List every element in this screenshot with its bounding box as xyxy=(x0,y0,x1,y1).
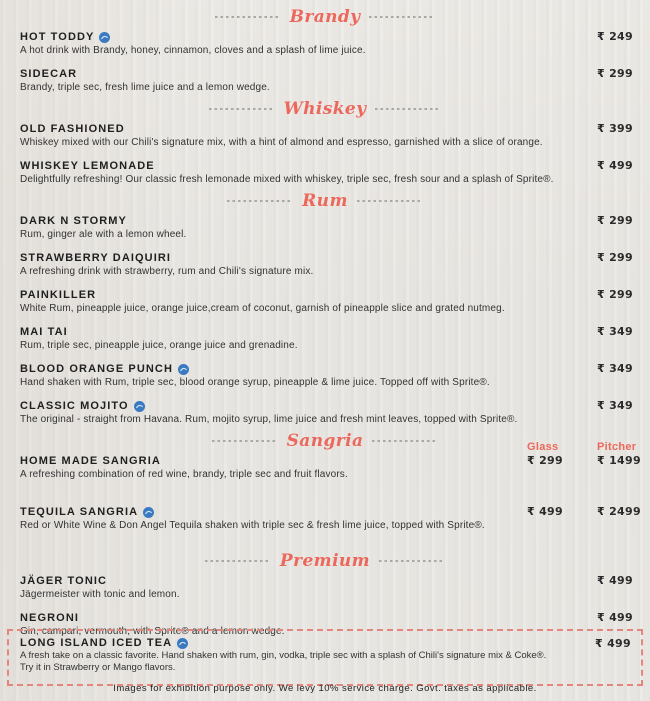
column-header-pitcher: Pitcher xyxy=(597,441,637,453)
item-description: Delightfully refreshing! Our classic fresh lemonade mixed with whiskey, triple sec, fresh sour and a splash of Sprite®. xyxy=(20,174,554,185)
featured-item-box xyxy=(7,629,643,686)
menu-item xyxy=(0,399,650,426)
section-title: Whiskey xyxy=(283,99,367,119)
item-price-pitcher: ₹ 2499 xyxy=(597,505,641,518)
item-description: Whiskey mixed with our Chili's signature mix, with a hint of almond and espresso, garnished with a slice of orange. xyxy=(20,137,543,148)
item-description: A fresh take on a classic favorite. Hand shaken with rum, gin, vodka, triple sec with a splash of Chili's signature mix & Coke®. xyxy=(20,650,547,661)
item-price: ₹ 299 xyxy=(597,288,633,301)
menu-item xyxy=(0,159,650,186)
item-name-row xyxy=(0,399,650,413)
item-name: MAI TAI xyxy=(20,326,68,338)
menu-item xyxy=(0,67,650,94)
menu-item xyxy=(0,30,650,57)
item-description: Brandy, triple sec, fresh lime juice and a lemon wedge. xyxy=(20,82,270,93)
section-header-brandy xyxy=(0,8,650,26)
item-name: DARK N STORMY xyxy=(20,215,127,227)
menu-item xyxy=(0,574,650,601)
header-dash-right xyxy=(357,200,423,202)
item-description: Try it in Strawberry or Mango flavors. xyxy=(20,662,176,673)
item-description: Rum, triple sec, pineapple juice, orange juice and grenadine. xyxy=(20,340,298,351)
item-description: Hand shaken with Rum, triple sec, blood orange syrup, pineapple & lime juice. Topped off with Sprite®. xyxy=(20,377,490,388)
column-header-glass: Glass xyxy=(527,441,559,453)
item-description: White Rum, pineapple juice, orange juice,cream of coconut, garnish of pineapple slice and grated nutmeg. xyxy=(20,303,505,314)
section-title: Sangria xyxy=(286,431,364,451)
header-dash-left xyxy=(215,16,281,18)
header-dash-right xyxy=(369,16,435,18)
item-description: Gin, campari, vermouth, with Sprite® and a lemon wedge. xyxy=(20,626,285,637)
footer-note: Images for exhibition purpose only. We levy 10% service charge. Govt. taxes as applicable. xyxy=(113,683,537,694)
menu-item xyxy=(0,325,650,352)
menu-item xyxy=(9,636,641,674)
item-name: STRAWBERRY DAIQUIRI xyxy=(20,252,172,264)
item-price: ₹ 499 xyxy=(595,637,631,650)
menu-item xyxy=(0,362,650,389)
item-description: A refreshing combination of red wine, brandy, triple sec and fruit flavors. xyxy=(20,469,348,480)
header-dash-right xyxy=(375,108,441,110)
section-header-rum xyxy=(0,192,650,210)
item-price: ₹ 349 xyxy=(597,362,633,375)
item-price-pitcher: ₹ 1499 xyxy=(597,454,641,467)
item-price: ₹ 349 xyxy=(597,399,633,412)
chilis-badge-icon xyxy=(134,401,145,412)
item-name: TEQUILA SANGRIA xyxy=(20,506,139,518)
header-dash-right xyxy=(379,560,445,562)
item-description: Rum, ginger ale with a lemon wheel. xyxy=(20,229,187,240)
item-name-row xyxy=(0,288,650,302)
item-description: Red or White Wine & Don Angel Tequila shaken with triple sec & fresh lime juice, topped with Sprite®. xyxy=(20,520,485,531)
section-header-sangria xyxy=(0,431,650,453)
item-price: ₹ 349 xyxy=(597,325,633,338)
chilis-badge-icon xyxy=(99,32,110,43)
section-header-premium xyxy=(0,552,650,570)
item-name-row xyxy=(0,67,650,81)
item-price: ₹ 499 xyxy=(597,611,633,624)
item-description: The original - straight from Havana. Rum, mojito syrup, lime juice and fresh mint leaves, topped with Sprite®. xyxy=(20,414,518,425)
item-description: Jägermeister with tonic and lemon. xyxy=(20,589,180,600)
item-name: SIDECAR xyxy=(20,68,78,80)
menu-item xyxy=(0,251,650,278)
section-title: Rum xyxy=(302,191,348,211)
item-price-glass: ₹ 499 xyxy=(527,505,563,518)
item-price: ₹ 299 xyxy=(597,251,633,264)
chilis-badge-icon xyxy=(177,638,188,649)
item-name-row xyxy=(0,362,650,376)
item-name-row xyxy=(0,611,650,625)
item-name: HOME MADE SANGRIA xyxy=(20,455,161,467)
item-price: ₹ 249 xyxy=(597,30,633,43)
item-price: ₹ 499 xyxy=(597,159,633,172)
item-price: ₹ 399 xyxy=(597,122,633,135)
header-dash-right xyxy=(372,440,438,442)
item-name: OLD FASHIONED xyxy=(20,123,125,135)
menu-item xyxy=(0,122,650,149)
menu-item xyxy=(0,214,650,241)
item-description: A refreshing drink with strawberry, rum and Chili's signature mix. xyxy=(20,266,314,277)
item-name: BLOOD ORANGE PUNCH xyxy=(20,363,174,375)
header-dash-left xyxy=(227,200,293,202)
item-price: ₹ 499 xyxy=(597,574,633,587)
item-name-row xyxy=(0,325,650,339)
chilis-badge-icon xyxy=(143,507,154,518)
item-name: NEGRONI xyxy=(20,612,80,624)
menu-item xyxy=(0,288,650,315)
item-name: WHISKEY LEMONADE xyxy=(20,160,155,172)
item-price: ₹ 299 xyxy=(597,214,633,227)
header-dash-left xyxy=(209,108,275,110)
item-description: A hot drink with Brandy, honey, cinnamon, cloves and a splash of lime juice. xyxy=(20,45,366,56)
section-header-whiskey xyxy=(0,100,650,118)
menu-sections xyxy=(0,8,650,638)
menu-item xyxy=(0,505,650,532)
item-name: CLASSIC MOJITO xyxy=(20,400,129,412)
item-name-row xyxy=(9,636,641,650)
item-name-row xyxy=(0,251,650,265)
header-dash-left xyxy=(205,560,271,562)
item-name: LONG ISLAND ICED TEA xyxy=(20,637,173,649)
item-price-glass: ₹ 299 xyxy=(527,454,563,467)
section-title: Brandy xyxy=(289,7,361,27)
item-name-row xyxy=(0,214,650,228)
item-name-row xyxy=(0,122,650,136)
section-title: Premium xyxy=(279,551,371,571)
item-name: PAINKILLER xyxy=(20,289,97,301)
item-name: JÄGER TONIC xyxy=(20,575,108,587)
item-price: ₹ 299 xyxy=(597,67,633,80)
item-name-row xyxy=(0,30,650,44)
menu-item xyxy=(0,454,650,481)
chilis-badge-icon xyxy=(178,364,189,375)
item-name: HOT TODDY xyxy=(20,31,95,43)
item-name-row xyxy=(0,159,650,173)
header-dash-left xyxy=(212,440,278,442)
item-name-row xyxy=(0,574,650,588)
